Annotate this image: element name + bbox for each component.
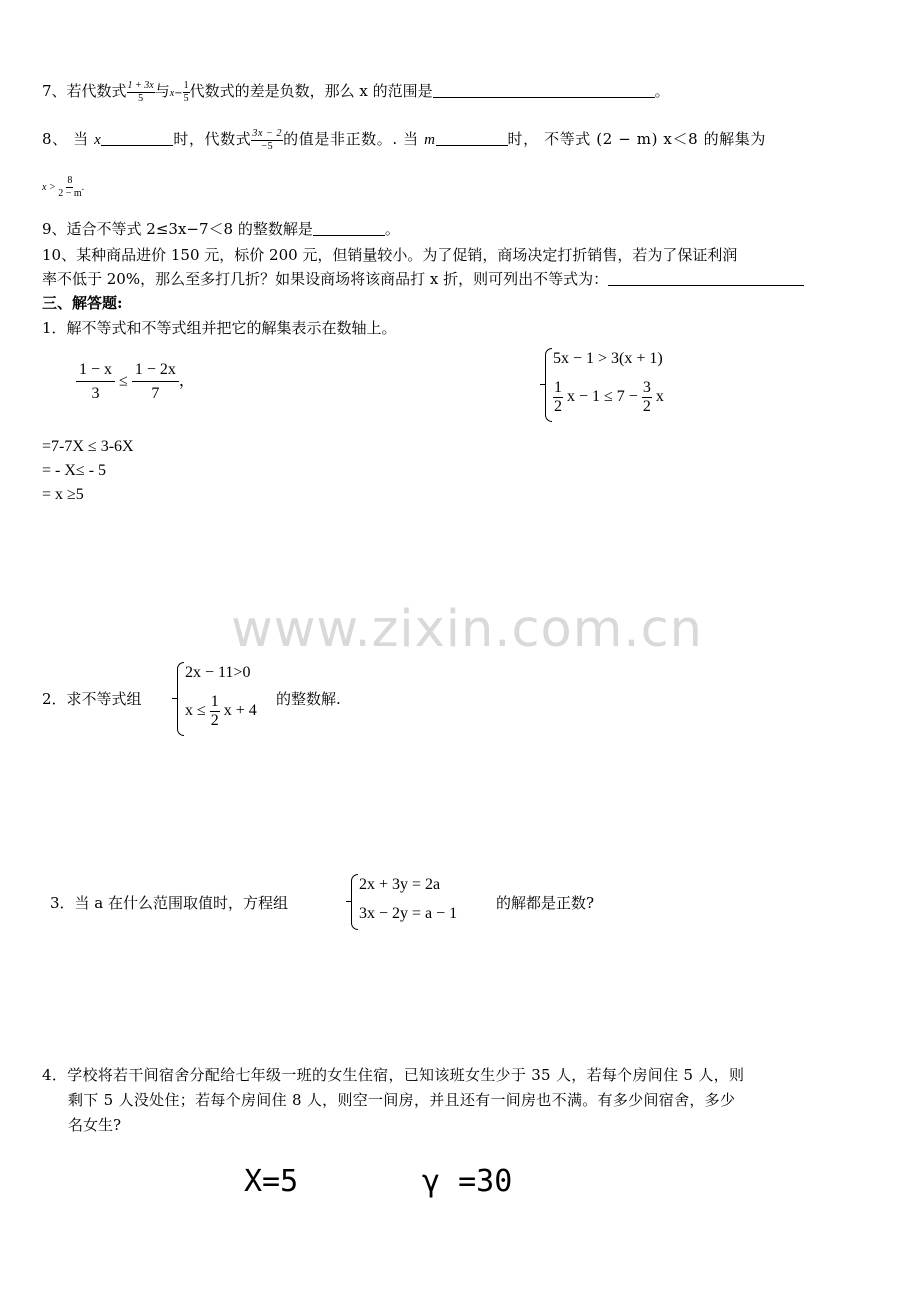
question-7: 7、若代数式 $\frac{1 + 3x}{5}$ 与x− $\frac{1}{5}$ 代数式的差是负数，那么 x 的范围是 。	[42, 79, 670, 104]
p1-work-line-2: = - X≤ - 5	[42, 462, 107, 479]
p1-inequality: $\frac{1 - x}{3}$ ≤ $\frac{1 - 2x}{7}$ ，	[76, 362, 195, 402]
q7-prefix: 7、若代数式	[42, 82, 127, 100]
problem-4-line-3: 名女生?	[68, 1116, 122, 1134]
q7-fraction: $\frac{1 + 3x}{5}$	[127, 79, 154, 104]
p2-system-line-2: x ≤ $\frac{1}{2}$ x + 4	[185, 693, 257, 729]
problem-1-title: 1．解不等式和不等式组并把它的解集表示在数轴上。	[42, 319, 397, 337]
p4-answer-x: X=5	[244, 1164, 299, 1199]
p4-answer-y: γ =30	[422, 1164, 513, 1199]
p1-system-line-2: $\frac{1}{2}$ x − 1 ≤ 7 − $\frac{3}{2}$ x	[554, 379, 664, 415]
section-title: 三、解答题:	[42, 294, 123, 312]
p3-system-line-2: 3x − 2y = a − 1	[359, 905, 458, 922]
p1-system-line-1: 5x − 1 > 3(x + 1)	[553, 350, 663, 367]
p1-work-line-1: =7-7X ≤ 3-6X	[42, 438, 134, 455]
q10-answer-blank[interactable]	[608, 271, 804, 286]
q9-answer-blank[interactable]	[313, 221, 385, 236]
question-9: 9、适合不等式 2≤3x−7＜8 的整数解是 。	[42, 220, 400, 238]
problem-4-line-1: 4．学校将若干间宿舍分配给七年级一班的女生住宿，已知该班女生少于 35 人，若每个房间住 5 人，则	[42, 1066, 745, 1084]
q8-blank-1[interactable]	[101, 131, 173, 146]
q8-blank-2[interactable]	[436, 131, 508, 146]
problem-4-line-2: 剩下 5 人没处住；若每个房间住 8 人，则空一间房，并且还有一间房也不满。有多少间宿舍，多少	[68, 1091, 736, 1109]
question-8: 8、 当 x 时，代数式 $\frac{3x - 2}{-5}$ 的值是非正数。. 当 m 时， 不等式 (2 − m) x＜8 的解集为	[42, 127, 766, 152]
problem-3-suffix: 的解都是正数?	[496, 894, 595, 912]
p2-system-line-1: 2x − 11>0	[185, 664, 251, 681]
p3-system-line-1: 2x + 3y = 2a	[359, 876, 441, 893]
q8-answer-fraction: $\frac{8}{2 - m}$	[58, 175, 82, 199]
p1-work-line-3: = x ≥5	[42, 486, 84, 503]
q7-fraction-2: $\frac{1}{5}$	[183, 79, 189, 104]
question-10-line-1: 10、某种商品进价 150 元，标价 200 元，但销量较小。为了促销，商场决定打折销售，若为了保证利润	[42, 246, 738, 264]
p2-system-brace	[177, 662, 184, 736]
question-10-line-2: 率不低于 20%，那么至多打几折？如果设商场将该商品打 x 折，则可列出不等式为：	[42, 268, 804, 289]
watermark: www.zixin.com.cn	[231, 600, 703, 659]
q8-fraction: $\frac{3x - 2}{-5}$	[252, 127, 283, 152]
problem-2-prefix: 2．求不等式组	[42, 690, 142, 708]
p1-system-brace	[545, 348, 552, 422]
problem-2-suffix: 的整数解.	[276, 690, 341, 708]
p3-system-brace	[351, 874, 358, 930]
q7-answer-blank[interactable]	[433, 83, 655, 98]
problem-3-prefix: 3．当 a 在什么范围取值时，方程组	[50, 894, 289, 912]
q8-answer: x > $\frac{8}{2 - m}$ .	[42, 175, 85, 199]
